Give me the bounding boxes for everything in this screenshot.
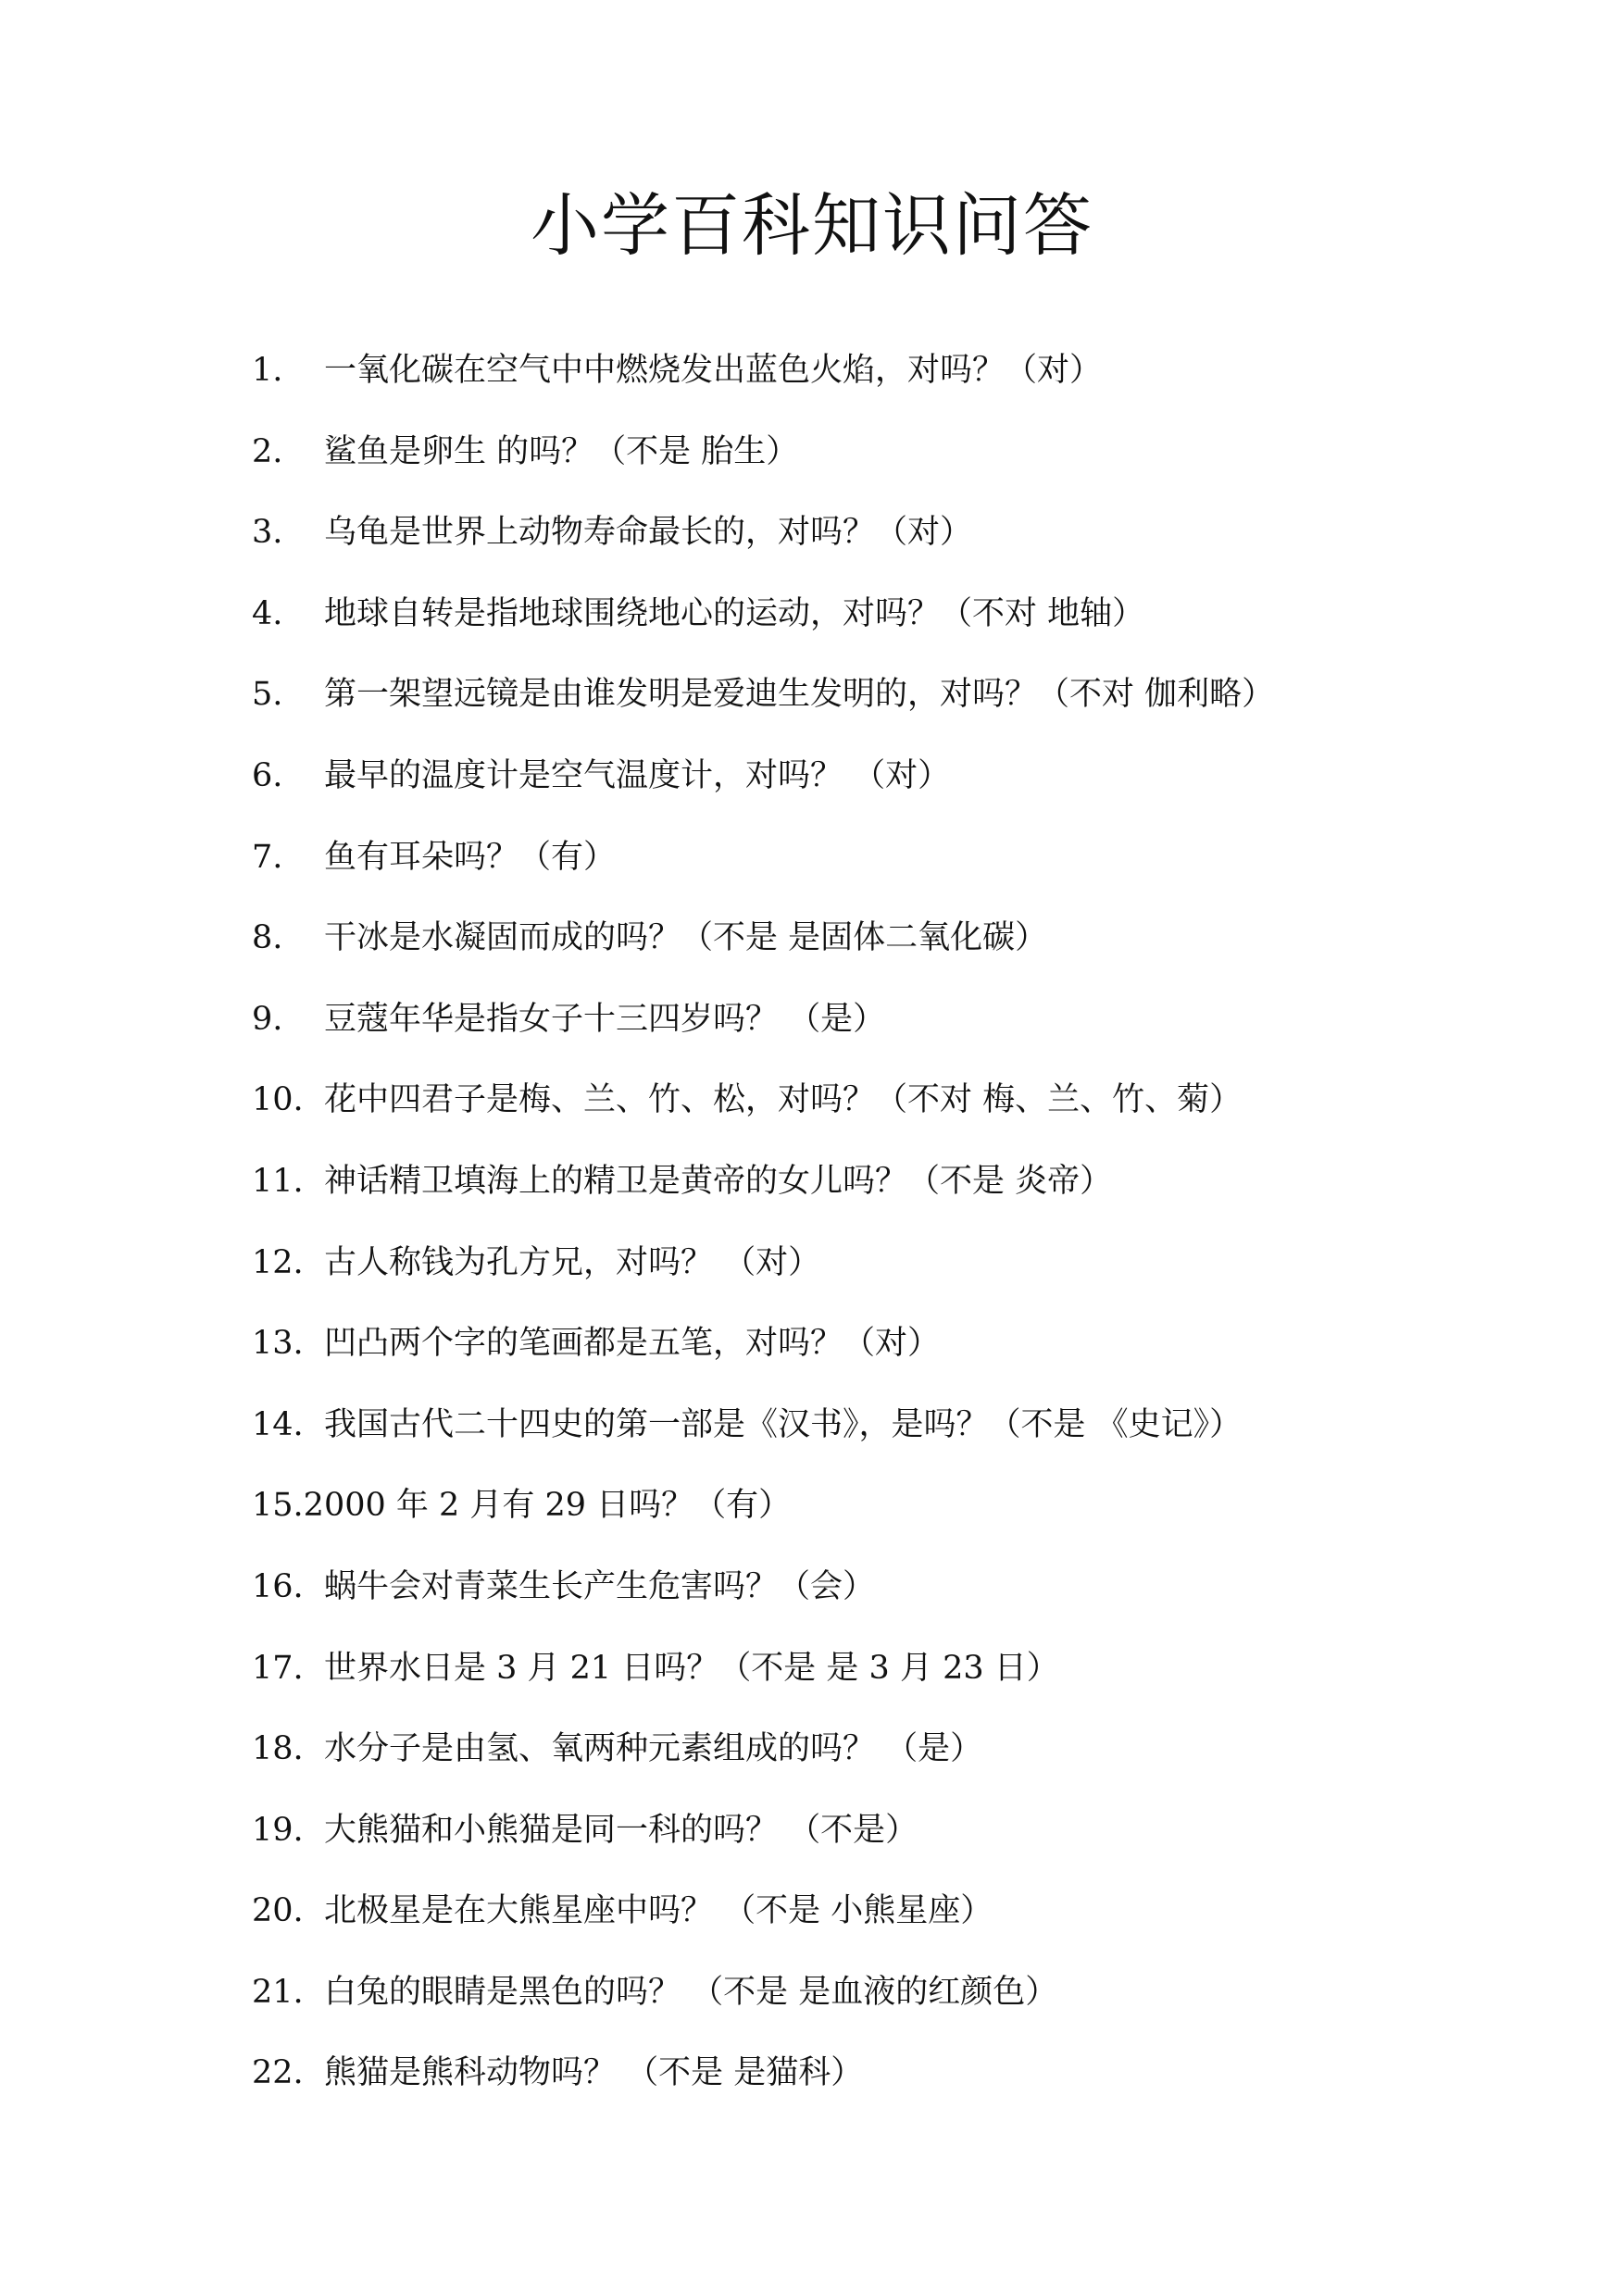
qa-item xyxy=(252,1555,1455,1637)
qa-item xyxy=(252,1637,1455,1718)
qa-text: 乌龟是世界上动物寿命最长的，对吗？（对） xyxy=(324,514,973,552)
qa-item xyxy=(252,2041,1455,2123)
qa-item xyxy=(252,582,1455,664)
qa-number: 5. xyxy=(252,676,283,714)
qa-item xyxy=(252,420,1455,502)
qa-text: 蜗牛会对青菜生长产生危害吗？（会） xyxy=(324,1567,876,1605)
qa-item xyxy=(252,826,1455,907)
qa-list xyxy=(252,339,1455,2123)
qa-text: 一氧化碳在空气中中燃烧发出蓝色火焰，对吗？（对） xyxy=(324,352,1103,389)
qa-item xyxy=(252,1474,1455,1555)
qa-text: 北极星是在大熊星座中吗？ （不是 小熊星座） xyxy=(324,1892,993,1930)
qa-number: 22. xyxy=(252,2054,304,2092)
qa-number: 9. xyxy=(252,1000,283,1038)
qa-number: 17. xyxy=(252,1649,304,1687)
qa-item xyxy=(252,988,1455,1069)
qa-number: 3. xyxy=(252,514,283,552)
qa-number: 8. xyxy=(252,919,283,957)
qa-item xyxy=(252,1961,1455,2042)
qa-text: 最早的温度计是空气温度计，对吗？ （对） xyxy=(324,756,951,794)
qa-item xyxy=(252,663,1455,744)
qa-item xyxy=(252,501,1455,582)
qa-number: 18. xyxy=(252,1730,304,1768)
qa-item xyxy=(252,1312,1455,1393)
qa-number: 10. xyxy=(252,1081,304,1119)
qa-number: 6. xyxy=(252,756,283,794)
qa-text: 世界水日是 3 月 21 日吗？（不是 是 3 月 23 日） xyxy=(324,1649,1059,1687)
qa-text: 我国古代二十四史的第一部是《汉书》，是吗？（不是 《史记》） xyxy=(324,1405,1243,1443)
qa-item xyxy=(252,906,1455,988)
qa-number: 11. xyxy=(252,1162,304,1200)
qa-number: 15. xyxy=(252,1487,304,1525)
qa-number: 20. xyxy=(252,1892,304,1930)
qa-item xyxy=(252,1068,1455,1150)
qa-number: 7. xyxy=(252,838,283,876)
qa-text: 干冰是水凝固而成的吗？（不是 是固体二氧化碳） xyxy=(324,919,1048,957)
qa-number: 12. xyxy=(252,1243,304,1281)
qa-text: 凹凸两个字的笔画都是五笔，对吗？（对） xyxy=(324,1325,941,1363)
qa-item xyxy=(252,1231,1455,1313)
qa-text: 鱼有耳朵吗？（有） xyxy=(324,838,617,876)
qa-item xyxy=(252,1393,1455,1475)
qa-number: 1. xyxy=(252,352,283,389)
qa-item xyxy=(252,1150,1455,1231)
qa-number: 2. xyxy=(252,432,283,470)
qa-number: 16. xyxy=(252,1567,304,1605)
qa-item xyxy=(252,1799,1455,1880)
qa-text: 鲨鱼是卵生 的吗？（不是 胎生） xyxy=(324,432,799,470)
qa-text: 第一架望远镜是由谁发明是爱迪生发明的，对吗？（不对 伽利略） xyxy=(324,676,1275,714)
qa-number: 21. xyxy=(252,1973,304,2011)
qa-text: 熊猫是熊科动物吗？ （不是 是猫科） xyxy=(324,2054,864,2092)
qa-item xyxy=(252,744,1455,826)
qa-number: 14. xyxy=(252,1405,304,1443)
qa-text: 豆蔻年华是指女子十三四岁吗？ （是） xyxy=(324,1000,886,1038)
qa-text: 大熊猫和小熊猫是同一科的吗？ （不是） xyxy=(324,1811,918,1849)
qa-text: 古人称钱为孔方兄，对吗？ （对） xyxy=(324,1243,821,1281)
qa-number: 4. xyxy=(252,594,283,632)
qa-number: 13. xyxy=(252,1325,304,1363)
page-title: 小学百科知识问答 xyxy=(531,186,1093,266)
qa-text: 神话精卫填海上的精卫是黄帝的女儿吗？（不是 炎帝） xyxy=(324,1162,1113,1200)
qa-item xyxy=(252,339,1455,420)
qa-item xyxy=(252,1717,1455,1799)
qa-text: 花中四君子是梅、兰、竹、松，对吗？（不对 梅、兰、竹、菊） xyxy=(324,1081,1243,1119)
qa-text: 地球自转是指地球围绕地心的运动，对吗？（不对 地轴） xyxy=(324,594,1145,632)
qa-text: 白兔的眼睛是黑色的吗？ （不是 是血液的红颜色） xyxy=(324,1973,1058,2011)
qa-text: 水分子是由氢、氧两种元素组成的吗？ （是） xyxy=(324,1730,983,1768)
qa-text: 2000 年 2 月有 29 日吗？（有） xyxy=(303,1487,792,1525)
qa-number: 19. xyxy=(252,1811,304,1849)
qa-item xyxy=(252,1879,1455,1961)
